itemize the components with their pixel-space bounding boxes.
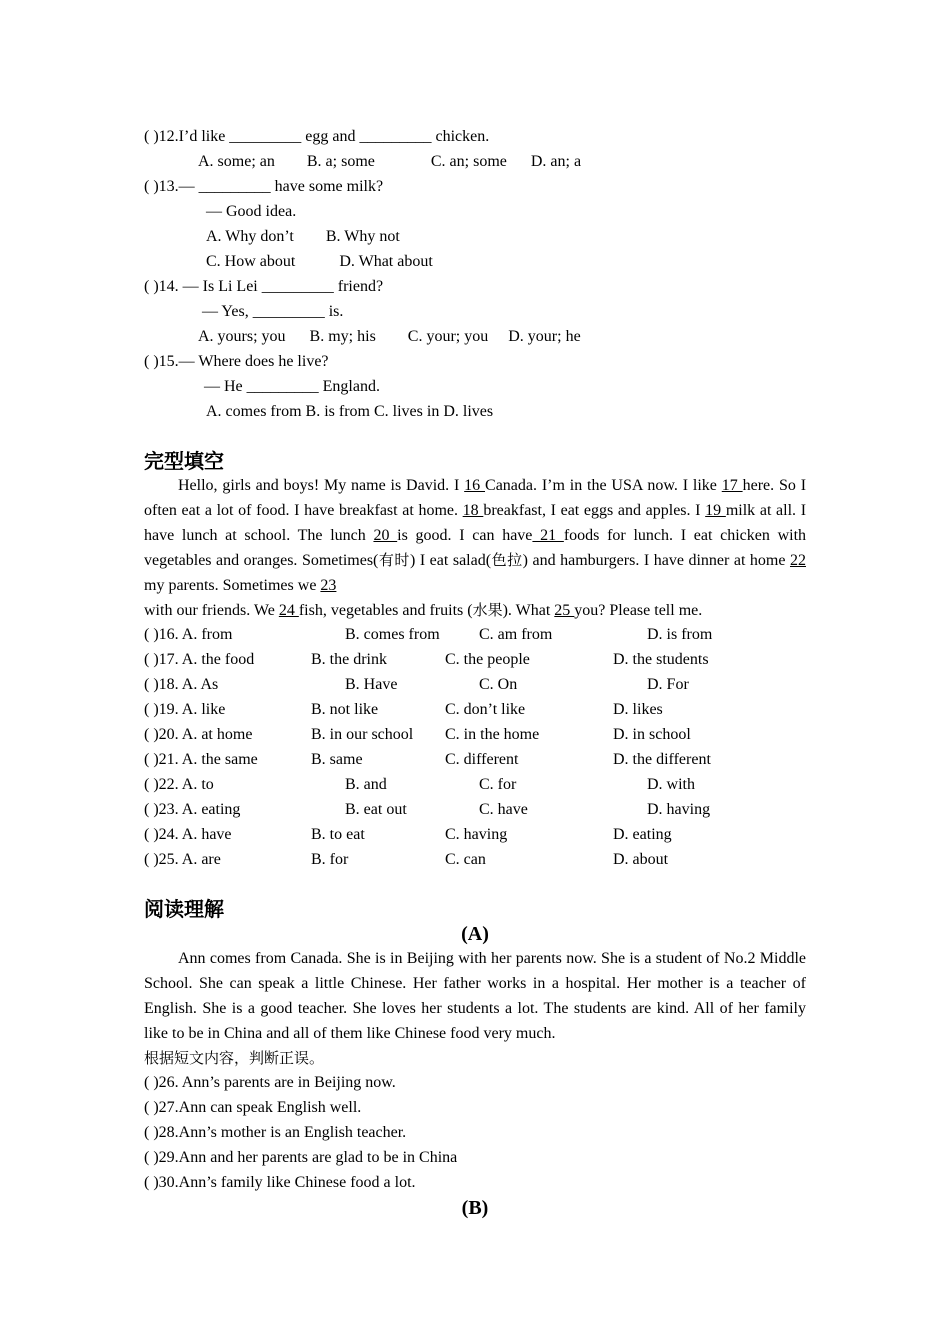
section-b-title: (B) [461, 1197, 489, 1219]
cloze-q24: ( )24. A. have [144, 826, 232, 843]
cloze-passage: Hello, girls and boys! My name is David. I 16 Canada. I’m in the USA now. I like 17 here. So I often eat a lot of food. I have breakfast at home. 18 breakfast, I eat eggs and apples. I 19 milk at all. I have lunch at school. The lunch 20 is good. I can have 21 foods for lunch. I eat chicken with vegetables and oranges. Sometimes(有时) I eat salad(色拉) and hamburgers. I have dinner at home 22 my parents. Sometimes we 23 with our friends. We 24 fish, vegetables and fruits (水果). What 25 you? Please tell me. [144, 477, 807, 619]
cloze-q22-c: C. for [479, 776, 517, 793]
cloze-q24-c: C. having [445, 826, 508, 843]
cloze-q23-c: C. have [479, 801, 528, 818]
blank-23: 23 [320, 577, 337, 594]
question-15-options: A. comes from B. is from C. lives in D. lives [206, 403, 494, 420]
cloze-q23-b: B. eat out [345, 801, 407, 818]
cloze-q20-c: C. in the home [445, 726, 540, 743]
cloze-q21: ( )21. A. the same [144, 751, 258, 768]
question-13-options-ab: A. Why don’t B. Why not [206, 228, 400, 245]
cloze-q22-b: B. and [345, 776, 387, 793]
reading-heading: 阅读理解 [144, 897, 224, 921]
cloze-q18-c: C. On [479, 676, 518, 693]
cloze-q25: ( )25. A. are [144, 851, 221, 868]
cloze-q21-d: D. the different [613, 751, 711, 768]
question-15: ( )15.— Where does he live? [144, 353, 329, 370]
blank-22: 22 [789, 552, 806, 569]
blank-16: 16 [464, 477, 486, 494]
cloze-q22: ( )22. A. to [144, 776, 214, 793]
tf-question-27: ( )27.Ann can speak English well. [144, 1099, 362, 1116]
question-14-reply: — Yes, _________ is. [202, 303, 344, 320]
cloze-q20-d: D. in school [613, 726, 691, 743]
question-13-reply: — Good idea. [206, 203, 297, 220]
tf-question-26: ( )26. Ann’s parents are in Beijing now. [144, 1074, 396, 1091]
cloze-q17-c: C. the people [445, 651, 530, 668]
cloze-q18-d: D. For [647, 676, 689, 693]
cloze-q24-d: D. eating [613, 826, 672, 843]
tf-question-28: ( )28.Ann’s mother is an English teacher. [144, 1124, 407, 1141]
question-13: ( )13.— _________ have some milk? [144, 178, 384, 195]
cloze-q23-d: D. having [647, 801, 711, 818]
blank-19: 19 [705, 502, 726, 519]
cloze-q22-d: D. with [647, 776, 695, 793]
question-14: ( )14. — Is Li Lei _________ friend? [144, 278, 384, 295]
cloze-q19-c: C. don’t like [445, 701, 526, 718]
true-false-instruction: 根据短文内容，判断正误。 [144, 1049, 325, 1067]
cloze-q16-c: C. am from [479, 626, 553, 643]
blank-25: 25 [554, 602, 575, 619]
cloze-q24-b: B. to eat [311, 826, 365, 843]
reading-passage-a: Ann comes from Canada. She is in Beijing with her parents now. She is a student of No.2 Middle School. She can speak a little Chinese. Her father works in a hospital. Her mother is a teacher of English. She is a good teacher. She loves her students a lot. The students are kind. All of her family like to be in China and all of them like Chinese food very much. [144, 950, 806, 1042]
cloze-q17: ( )17. A. the food [144, 651, 255, 668]
blank-24: 24 [278, 602, 299, 619]
cloze-q19-d: D. likes [613, 701, 663, 718]
blank-17: 17 [721, 477, 743, 494]
cloze-q19: ( )19. A. like [144, 701, 226, 718]
question-15-reply: — He _________ England. [204, 378, 380, 395]
cloze-q17-b: B. the drink [311, 651, 387, 668]
cloze-q25-c: C. can [445, 851, 486, 868]
cloze-q25-b: B. for [311, 851, 349, 868]
cloze-q25-d: D. about [613, 851, 669, 868]
section-a-title: (A) [461, 923, 489, 945]
question-14-options: A. yours; you B. my; his C. your; you D. your; he [198, 328, 581, 345]
cloze-q20: ( )20. A. at home [144, 726, 253, 743]
cloze-q21-b: B. same [311, 751, 363, 768]
cloze-q20-b: B. in our school [311, 726, 414, 743]
cloze-q19-b: B. not like [311, 701, 379, 718]
blank-21: 21 [532, 527, 564, 544]
cloze-q18-b: B. Have [345, 676, 398, 693]
cloze-q18: ( )18. A. As [144, 676, 219, 693]
tf-question-30: ( )30.Ann’s family like Chinese food a lot. [144, 1174, 416, 1191]
cloze-q16: ( )16. A. from [144, 626, 233, 643]
cloze-q16-b: B. comes from [345, 626, 440, 643]
blank-20: 20 [373, 527, 398, 544]
cloze-q21-c: C. different [445, 751, 519, 768]
cloze-heading: 完型填空 [144, 449, 224, 473]
question-12: ( )12.I’d like _________ egg and _________ chicken. [144, 128, 490, 145]
question-13-options-cd: C. How about D. What about [206, 253, 433, 270]
cloze-q17-d: D. the students [613, 651, 709, 668]
cloze-q16-d: D. is from [647, 626, 713, 643]
blank-18: 18 [462, 502, 484, 519]
question-12-options: A. some; an B. a; some C. an; some D. an; a [198, 153, 582, 170]
tf-question-29: ( )29.Ann and her parents are glad to be in China [144, 1149, 458, 1166]
cloze-q23: ( )23. A. eating [144, 801, 241, 818]
